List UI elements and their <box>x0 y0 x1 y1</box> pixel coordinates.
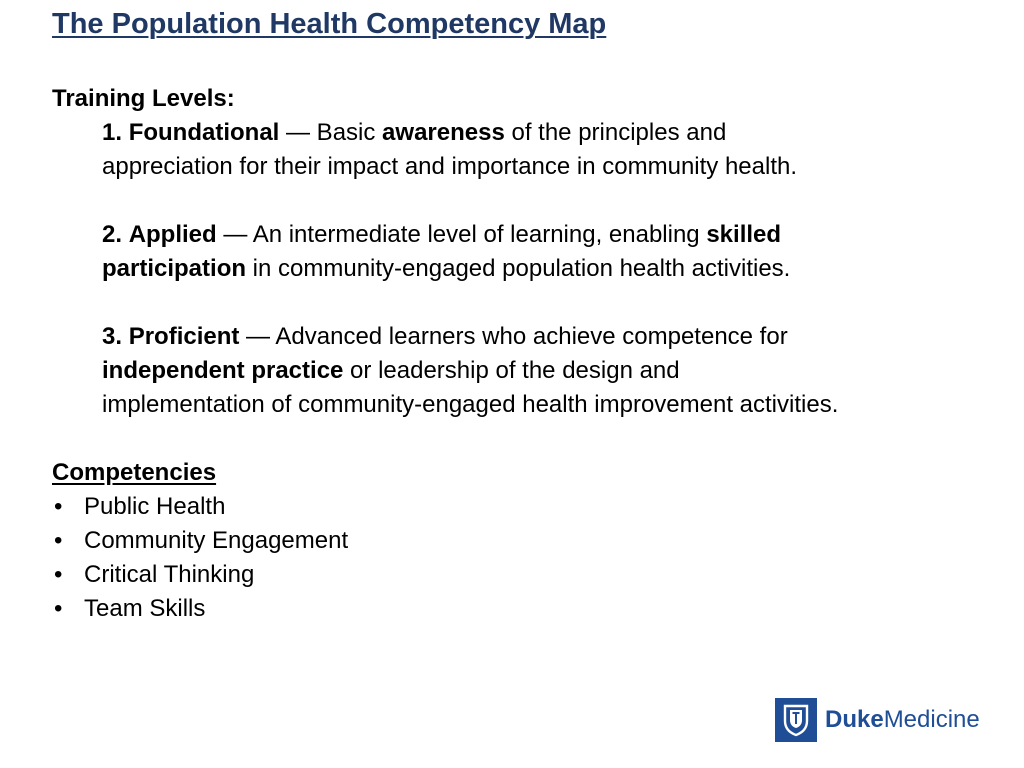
bullet-icon: • <box>54 493 63 520</box>
level-name: Applied <box>128 221 217 248</box>
list-item <box>52 490 1012 524</box>
competency-label: Community Engagement <box>84 527 349 554</box>
level-number: 1. <box>102 119 123 146</box>
level-keyword: skilled <box>706 221 782 248</box>
level-name: Proficient <box>128 323 240 350</box>
level-text: — Advanced learners who achieve competence for <box>239 323 788 350</box>
training-levels-heading: Training Levels: <box>52 85 235 112</box>
slide-title: The Population Health Competency Map <box>52 8 607 40</box>
level-number: 2. <box>102 221 123 248</box>
competencies-heading: Competencies <box>52 459 217 486</box>
bullet-icon: • <box>54 527 63 554</box>
training-level-3 <box>102 320 1012 422</box>
level-name: Foundational <box>128 119 280 146</box>
logo-brand-bold: Duke <box>825 706 884 733</box>
level-text: — Basic <box>279 119 383 146</box>
slide-content <box>52 82 1012 626</box>
logo-wordmark <box>825 706 980 734</box>
bullet-icon: • <box>54 595 63 622</box>
level-keyword: awareness <box>382 119 505 146</box>
level-2-line-1 <box>102 218 1012 252</box>
list-item <box>52 524 1012 558</box>
level-3-line-2 <box>102 354 1012 388</box>
list-item <box>52 558 1012 592</box>
level-3-line-1 <box>102 320 1012 354</box>
bullet-icon: • <box>54 561 63 588</box>
level-1-line-2: appreciation for their impact and importance in community health. <box>102 153 798 180</box>
level-number: 3. <box>102 323 123 350</box>
level-text: of the principles and <box>504 119 727 146</box>
competencies-section <box>52 456 1012 626</box>
level-text: — An intermediate level of learning, enabling <box>216 221 707 248</box>
level-text: or leadership of the design and <box>343 357 680 384</box>
training-level-1 <box>102 116 1012 184</box>
training-level-2 <box>102 218 1012 286</box>
duke-shield-icon <box>775 698 817 742</box>
list-item <box>52 592 1012 626</box>
level-1-line-1 <box>102 116 1012 150</box>
competencies-list <box>52 490 1012 626</box>
level-keyword: participation <box>102 255 247 282</box>
level-2-line-2 <box>102 252 1012 286</box>
level-keyword: independent practice <box>102 357 344 384</box>
competency-label: Public Health <box>84 493 226 520</box>
level-3-line-3: implementation of community-engaged health improvement activities. <box>102 391 839 418</box>
logo-brand-regular: Medicine <box>883 706 980 733</box>
duke-medicine-logo <box>775 698 980 742</box>
competency-label: Team Skills <box>84 595 206 622</box>
level-text: in community-engaged population health activities. <box>246 255 791 282</box>
competency-label: Critical Thinking <box>84 561 255 588</box>
